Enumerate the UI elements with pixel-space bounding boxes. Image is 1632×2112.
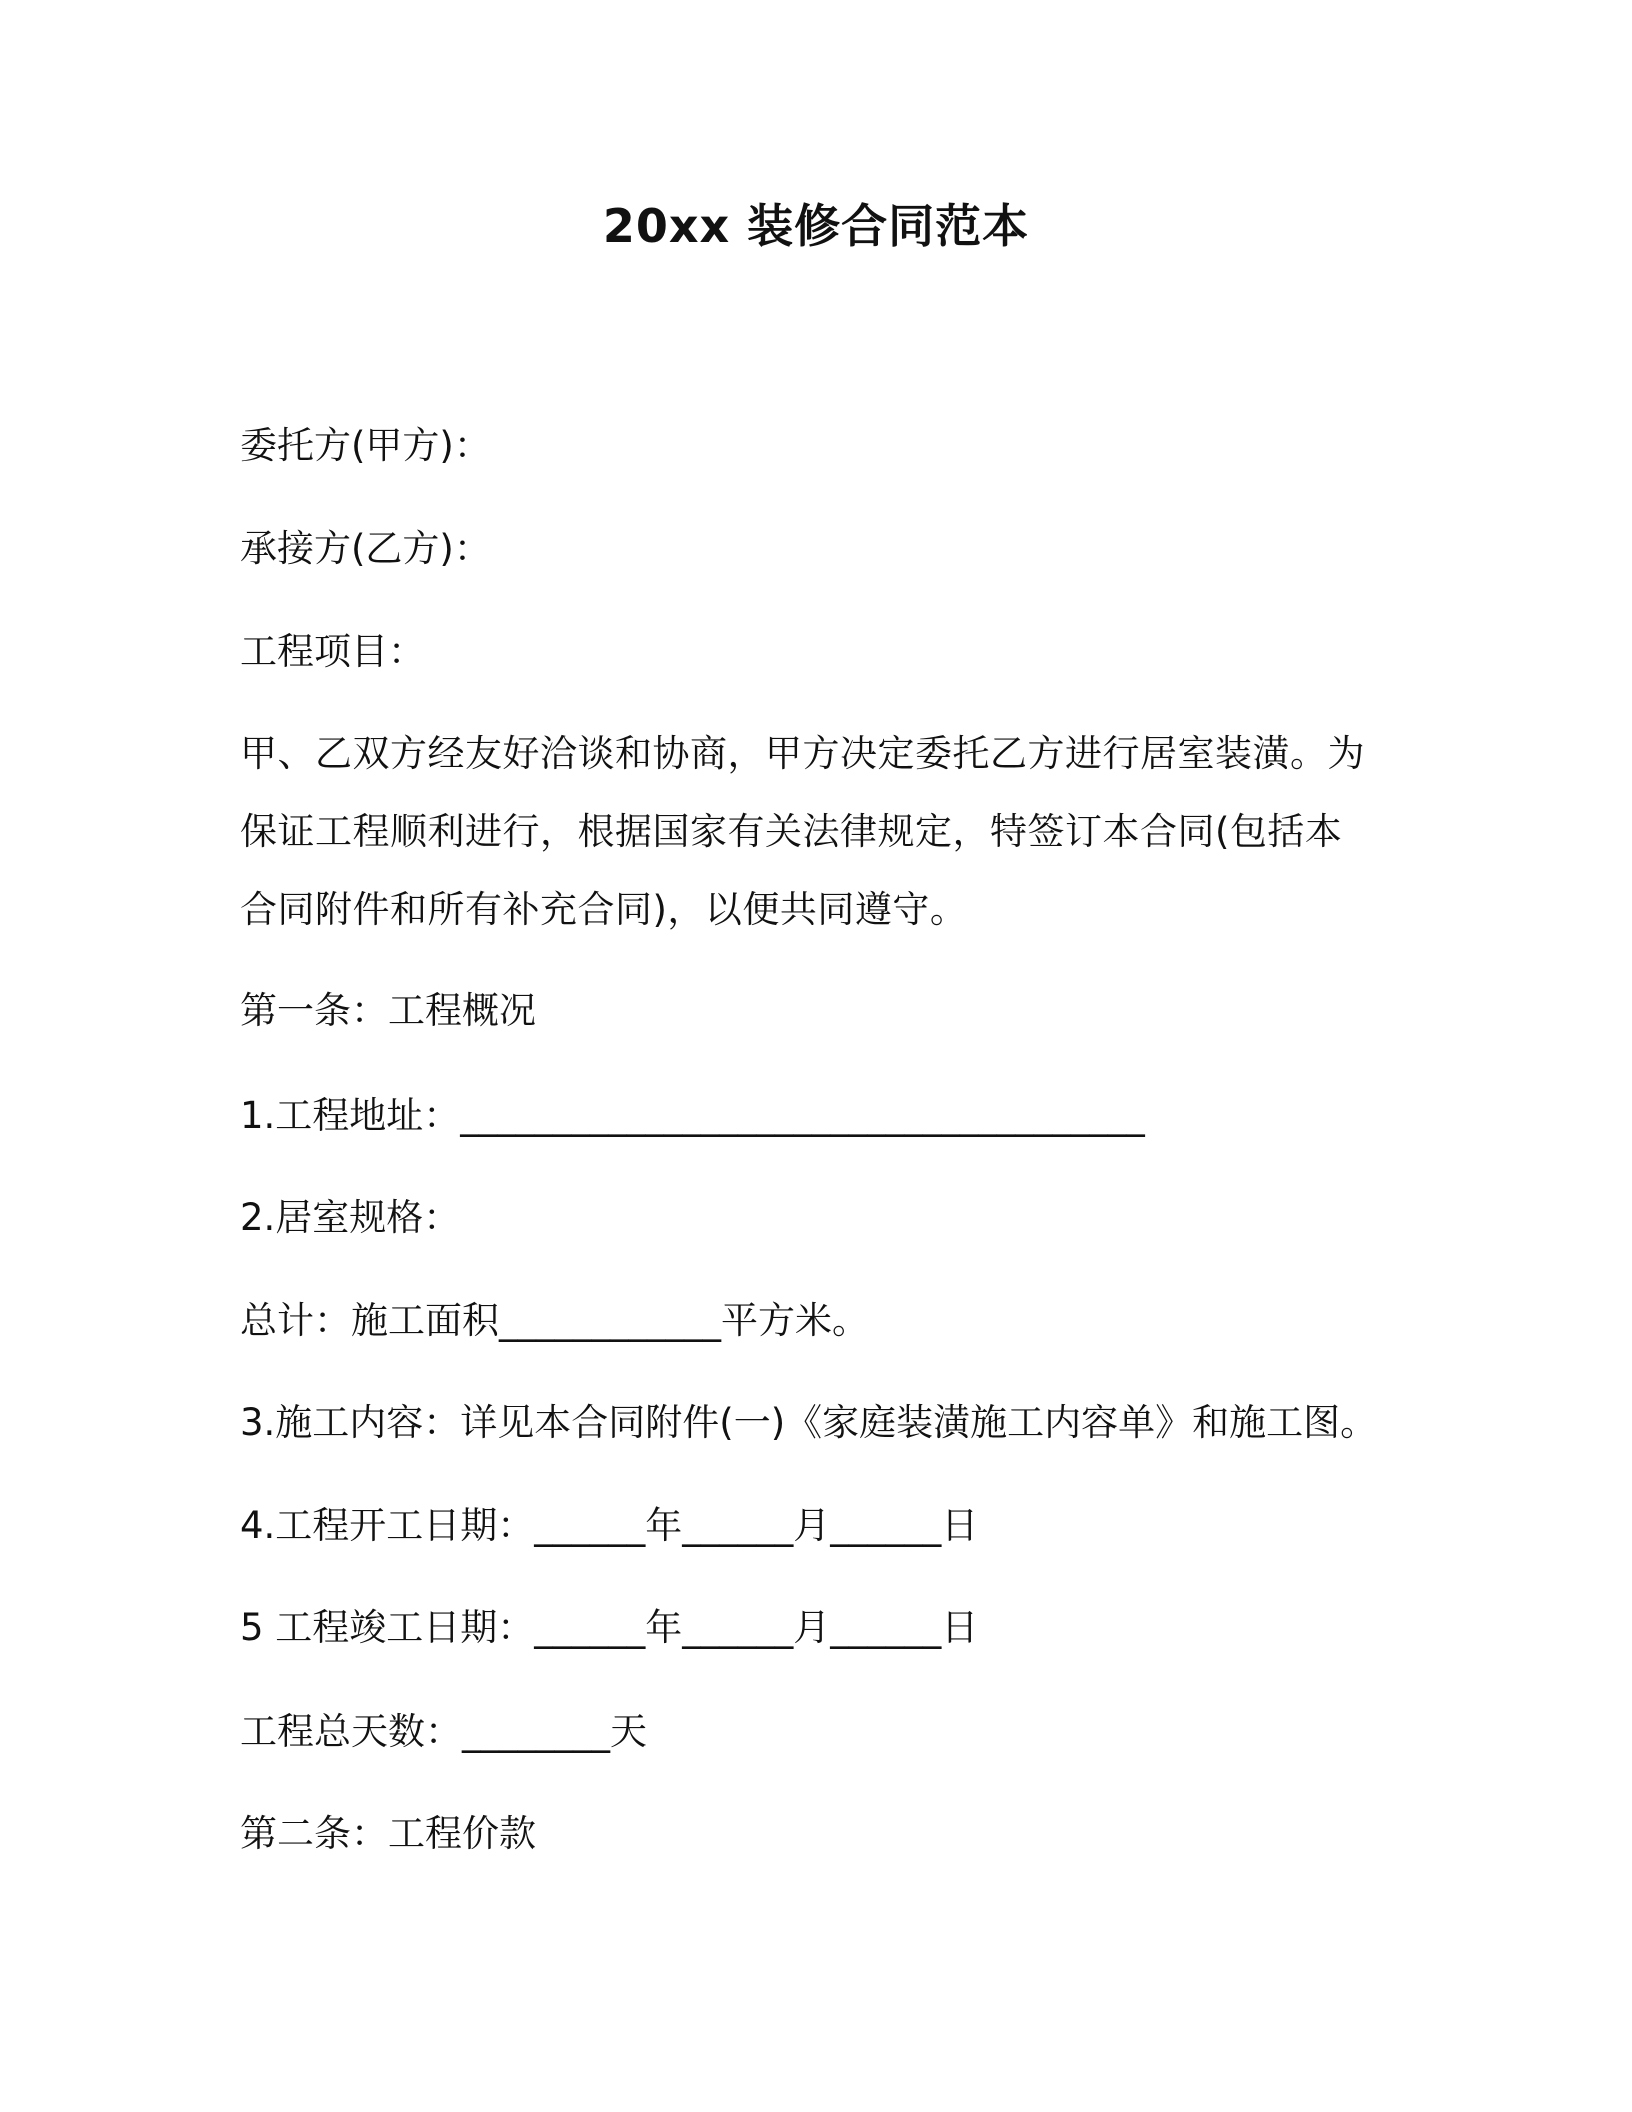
item-2-room-spec: 2.居室规格： bbox=[240, 1196, 461, 1239]
party-b-label: 承接方(乙方)： bbox=[240, 527, 491, 570]
document-title: 20xx 装修合同范本 bbox=[602, 199, 1030, 253]
article-1-heading: 第一条：工程概况 bbox=[240, 989, 536, 1032]
item-1-address: 1.工程地址：_____________________________________ bbox=[240, 1094, 1145, 1137]
item-5-end-date: 5 工程竣工日期：______年______月______日 bbox=[240, 1606, 979, 1649]
project-label: 工程项目： bbox=[240, 630, 425, 673]
party-a-label: 委托方(甲方)： bbox=[240, 424, 491, 467]
article-2-heading: 第二条：工程价款 bbox=[240, 1812, 536, 1855]
intro-paragraph: 甲、乙双方经友好洽谈和协商，甲方决定委托乙方进行居室装潢。为保证工程顺利进行，根据国家有关法律规定，特签订本合同(包括本合同附件和所有补充合同)，以便共同遵守。 bbox=[240, 732, 1365, 931]
item-4-start-date: 4.工程开工日期：______年______月______日 bbox=[240, 1504, 979, 1547]
total-days-line: 工程总天数：________天 bbox=[240, 1710, 647, 1753]
total-area-line: 总计：施工面积____________平方米。 bbox=[240, 1299, 869, 1342]
item-3-content: 3.施工内容：详见本合同附件(一)《家庭装潢施工内容单》和施工图。 bbox=[240, 1401, 1378, 1444]
